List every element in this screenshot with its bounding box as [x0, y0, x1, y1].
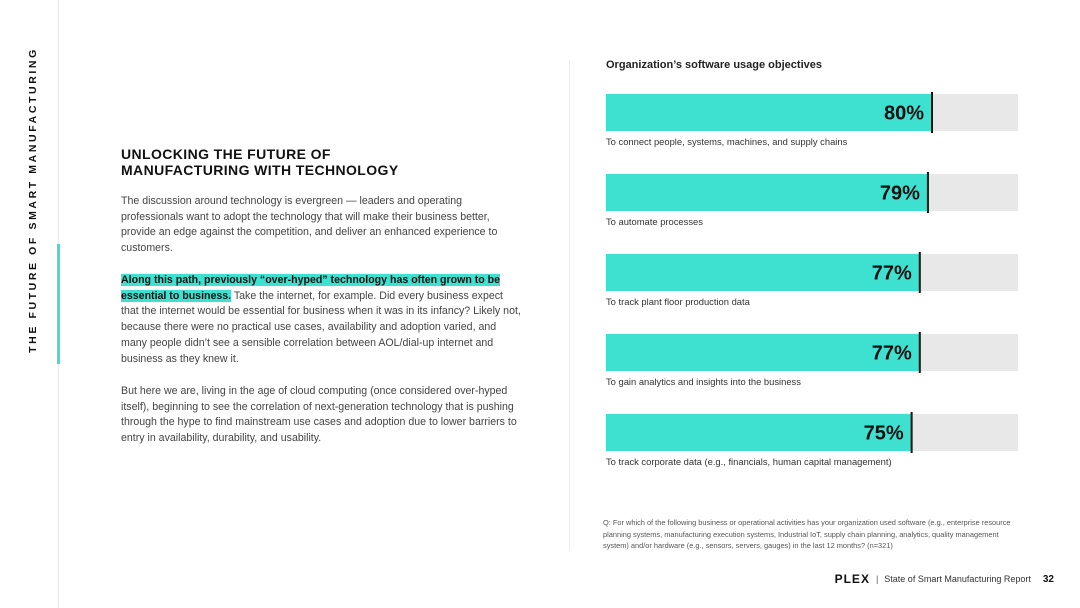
- chart-title: Organization’s software usage objectives: [606, 59, 822, 71]
- data-label: 75%: [863, 422, 904, 445]
- article-heading-line-1: UNLOCKING THE FUTURE OF: [121, 146, 331, 162]
- data-label: 80%: [883, 102, 924, 125]
- footer-separator: |: [875, 574, 879, 584]
- article-heading: [121, 146, 501, 178]
- category-label: To connect people, systems, machines, and supply chains: [606, 136, 848, 147]
- column-divider: [569, 60, 570, 550]
- paragraph-3: But here we are, living in the age of cloud computing (once considered over-hyped itself), beginning to see the correlation of next-generation technology that is pushing through the hype to find mainstream use cases and adoption due to lower barriers to entry in availability, durability, and usability.: [121, 385, 517, 445]
- bar-end-marker: [919, 252, 921, 293]
- data-label: 77%: [871, 342, 912, 365]
- footer: [835, 572, 1054, 586]
- data-label: 79%: [879, 182, 920, 205]
- plex-logo: PLEX: [834, 572, 870, 586]
- sidebar-title: THE FUTURE OF SMART MANUFACTURING: [27, 47, 39, 353]
- paragraph-1: The discussion around technology is evergreen — leaders and operating professionals want to adopt the technology that will make their business better, provide an edge against the competition, and deliver an enhanced experience to customers.: [121, 195, 498, 255]
- bar-end-marker: [927, 172, 929, 213]
- paragraph-2: [121, 273, 521, 367]
- highlighted-text: Along this path, previously “over-hyped” technology has often grown to be essential to business.: [121, 274, 501, 302]
- bar-chart: [606, 84, 1018, 484]
- paragraph-2-text: Take the internet, for example. Did every business expect that the internet would be essential for business when it was in its infancy? Likely not, because there were no practical use cases, availability and adoption varied, and many people didn’t see a sensible correlation between AOL/dial-up internet and business as they knew it.: [121, 289, 521, 365]
- page-number: 32: [1042, 573, 1054, 585]
- data-label: 77%: [871, 262, 912, 285]
- bar-end-marker: [931, 92, 933, 133]
- category-label: To gain analytics and insights into the business: [606, 376, 801, 387]
- bar-end-marker: [911, 412, 913, 453]
- bar-end-marker: [919, 332, 921, 373]
- sidebar-accent-bar: [57, 244, 60, 364]
- category-label: To automate processes: [606, 216, 703, 227]
- category-label: To track corporate data (e.g., financials, human capital management): [606, 456, 892, 467]
- article-heading-line-2: MANUFACTURING WITH TECHNOLOGY: [121, 162, 399, 178]
- category-label: To track plant floor production data: [606, 296, 750, 307]
- report-title: State of Smart Manufacturing Report: [884, 574, 1031, 584]
- survey-footnote: Q: For which of the following business or operational activities has your organization used software (e.g., enterprise resource planning systems, manufacturing execution systems, Industrial IoT, supply chain planning, analytics, quality management system) and/or hardware (e.g., sensors, servers, gauges) in the last 12 months? (n=321): [603, 518, 1011, 550]
